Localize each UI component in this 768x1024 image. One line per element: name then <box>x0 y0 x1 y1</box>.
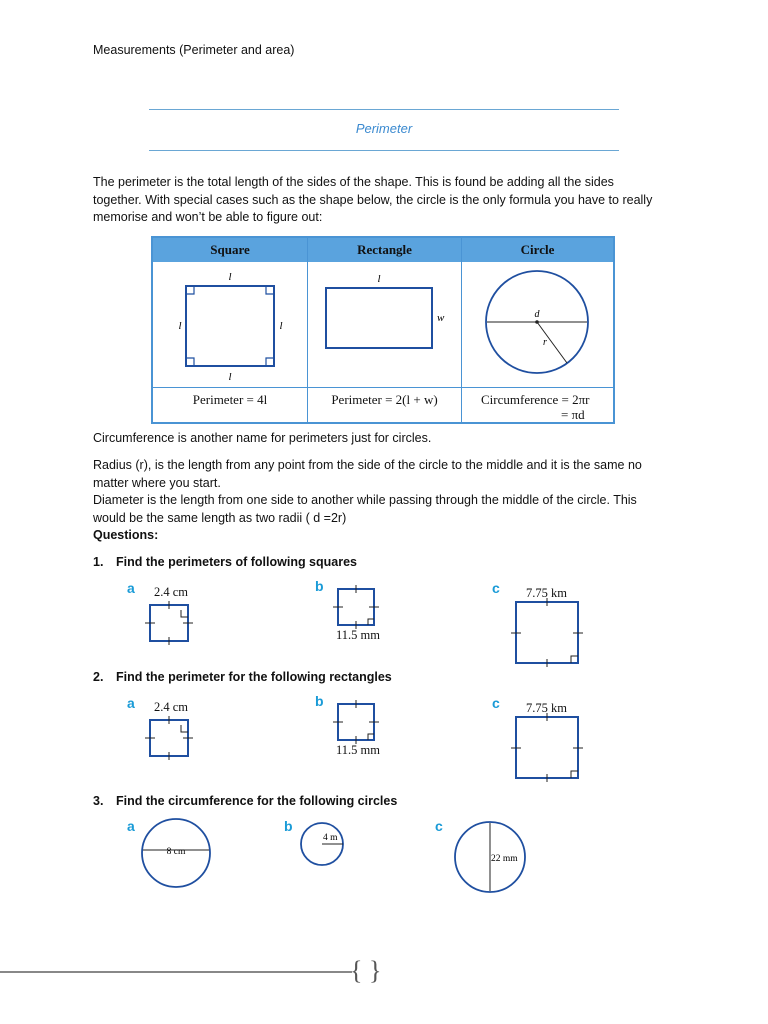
q2-square-c <box>508 713 586 783</box>
radius-line: Radius (r), is the length from any point from the side of the circle to the middle and it is the same no <box>93 458 642 472</box>
square-side-label: l <box>279 320 283 332</box>
diameter-line: Diameter is the length from one side to another while passing through the middle of the circle. This <box>93 493 637 507</box>
q1-square-c <box>508 598 586 668</box>
intro-line: memorise and won’t be able to figure out: <box>93 210 323 224</box>
q1-item-b-letter: b <box>315 578 324 594</box>
q2-square-b <box>332 700 384 746</box>
circle-formula: Circumference = 2πr <box>481 392 590 407</box>
q3-circle-c <box>450 820 530 896</box>
question-2-text: Find the perimeter for the following rectangles <box>116 670 392 684</box>
q2-item-b-letter: b <box>315 693 324 709</box>
table-header-circle: Circle <box>462 238 613 262</box>
radius-paragraph <box>93 457 693 545</box>
diameter-line: would be the same length as two radii ( d =2r) <box>93 510 347 525</box>
page-number-brackets: { } <box>350 956 382 985</box>
q1-item-a-letter: a <box>127 580 135 596</box>
q3-item-c-letter: c <box>435 818 443 834</box>
q1-item-c-label: 7.75 km <box>526 586 567 600</box>
question-2-number: 2. <box>93 670 104 684</box>
rectangle-width-label: w <box>437 312 445 324</box>
q2-item-c-label: 7.75 km <box>526 701 567 715</box>
right-angle-marks <box>186 286 274 366</box>
q3-item-c-label: 22 mm <box>491 854 518 864</box>
q3-item-b-label: 4 m <box>323 833 338 843</box>
circumference-note: Circumference is another name for perimeters just for circles. <box>93 431 432 445</box>
rectangle-length-label: l <box>377 273 381 285</box>
question-1-number: 1. <box>93 555 104 569</box>
rectangle-formula: Perimeter = 2(l + w) <box>331 392 438 407</box>
center-point <box>535 320 539 324</box>
q3-item-b-letter: b <box>284 818 293 834</box>
q1-square-a <box>144 600 196 646</box>
q2-item-c-letter: c <box>492 695 500 711</box>
q2-square-a <box>144 715 196 761</box>
shape-formula-table <box>151 236 615 424</box>
heading-bottom-rule <box>149 150 619 151</box>
q1-item-b-label: 11.5 mm <box>336 628 380 642</box>
q3-circle-b <box>298 820 350 868</box>
q2-item-b-label: 11.5 mm <box>336 743 380 757</box>
diameter-label: d <box>534 309 540 320</box>
q3-item-a-letter: a <box>127 818 135 834</box>
questions-label: Questions: <box>93 528 159 542</box>
table-header-rectangle: Rectangle <box>308 238 461 262</box>
radius-label: r <box>543 337 547 348</box>
q1-item-a-label: 2.4 cm <box>154 585 189 599</box>
intro-line: The perimeter is the total length of the sides of the shape. This is found be adding all the sides <box>93 175 614 189</box>
square-side-label: l <box>228 371 232 383</box>
q1-item-c-letter: c <box>492 580 500 596</box>
table-shapes-drawing <box>153 262 613 387</box>
square-side-label: l <box>178 320 182 332</box>
question-3-text: Find the circumference for the following circles <box>116 794 398 808</box>
square-shape <box>186 286 274 366</box>
intro-paragraph <box>93 174 693 227</box>
q1-square-b <box>332 585 384 631</box>
table-divider <box>153 387 613 388</box>
heading-top-rule <box>149 109 619 110</box>
q3-item-a-label: 8 cm <box>166 847 186 857</box>
intro-line: together. With special cases such as the shape below, the circle is the only formula you have to really <box>93 192 653 207</box>
radius-line <box>537 322 567 363</box>
circle-formula-alt: = πd <box>561 407 585 422</box>
q3-circle-a <box>138 815 214 891</box>
table-header-square: Square <box>153 238 307 262</box>
question-3-number: 3. <box>93 794 104 808</box>
square-formula: Perimeter = 4l <box>192 392 268 407</box>
question-1-text: Find the perimeters of following squares <box>116 555 358 569</box>
square-side-label: l <box>228 271 232 283</box>
q2-item-a-label: 2.4 cm <box>154 700 189 714</box>
rectangle-shape <box>326 288 432 348</box>
section-heading: Perimeter <box>355 121 413 136</box>
q2-item-a-letter: a <box>127 695 135 711</box>
radius-line: matter where you start. <box>93 475 221 490</box>
footer-rule <box>0 971 352 973</box>
document-title: Measurements (Perimeter and area) <box>93 43 295 57</box>
